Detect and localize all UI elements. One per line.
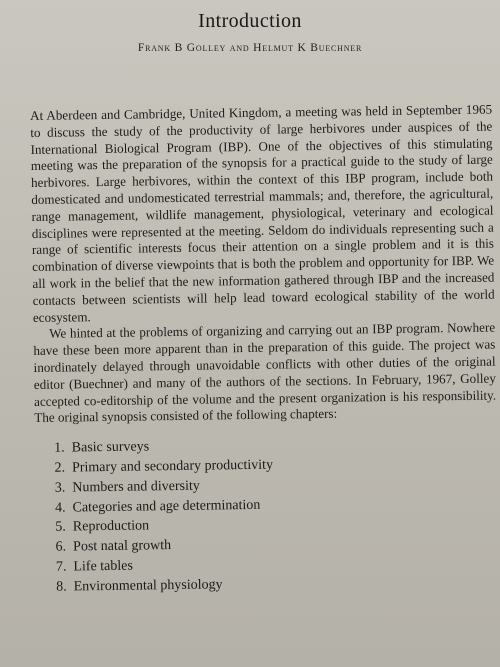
chapter-number: 7. <box>55 559 67 575</box>
chapter-title: Post natal growth <box>73 538 172 555</box>
chapter-title: Categories and age determination <box>72 497 261 515</box>
chapter-number: 1. <box>54 440 65 456</box>
paragraph-1: At Aberdeen and Cambridge, United Kingdom, a meeting was held in September 1965 to discuss the study of the productivity of large herbivores under auspices of the International Biological Program (IBP). One of the objectives of this stimulating meeting was the preparation of the synopsis for a practical guide to the study of large herbivores. Large herbivores, within the context of this IBP program, include both domesticated and undomesticated terrestrial mammals; and, therefore, the agricultural, range management, wildlife management, physiological, veterinary and ecological disciplines were represented at the meeting. Seldom do individuals representing such a range of scientific interests focus their attention on a single problem and it is this combination of diverse viewpoints that is both the problem and opportunity for IBP. We all work in the belief that the new information gathered through IBP and the increased contacts between scientists will help lead toward ecological stability of the world ecosystem. <box>30 101 495 325</box>
page-title: Introduction <box>198 10 302 32</box>
chapter-number: 5. <box>55 519 66 536</box>
chapter-number: 2. <box>54 460 66 476</box>
body-text <box>30 102 499 598</box>
chapter-number: 8. <box>56 579 67 595</box>
paragraph-2: We hinted at the problems of organizing and carrying out an IBP program. Nowhere have these been more apparent than in the preparation of this guide. The project was inordinately delayed through unavoidable conflicts with other duties of the original editor (Buechner) and many of the authors of the sections. In February, 1967, Golley accepted co-editorship of the volume and the present organization is his responsibility. The original synopsis consisted of the following chapters: <box>33 319 497 426</box>
chapter-title: Environmental physiology <box>73 577 223 595</box>
authors-line: Frank B Golley and Helmut K Buechner <box>137 42 363 54</box>
chapter-number: 6. <box>55 539 67 555</box>
chapter-title: Reproduction <box>72 518 150 535</box>
chapter-title: Basic surveys <box>71 439 150 456</box>
chapter-number: 3. <box>54 480 66 496</box>
chapter-list <box>35 433 499 598</box>
chapter-title: Numbers and diversity <box>72 478 200 496</box>
chapter-title: Life tables <box>73 558 133 575</box>
chapter-title: Primary and secondary productivity <box>71 457 274 476</box>
chapter-number: 4. <box>54 500 66 516</box>
